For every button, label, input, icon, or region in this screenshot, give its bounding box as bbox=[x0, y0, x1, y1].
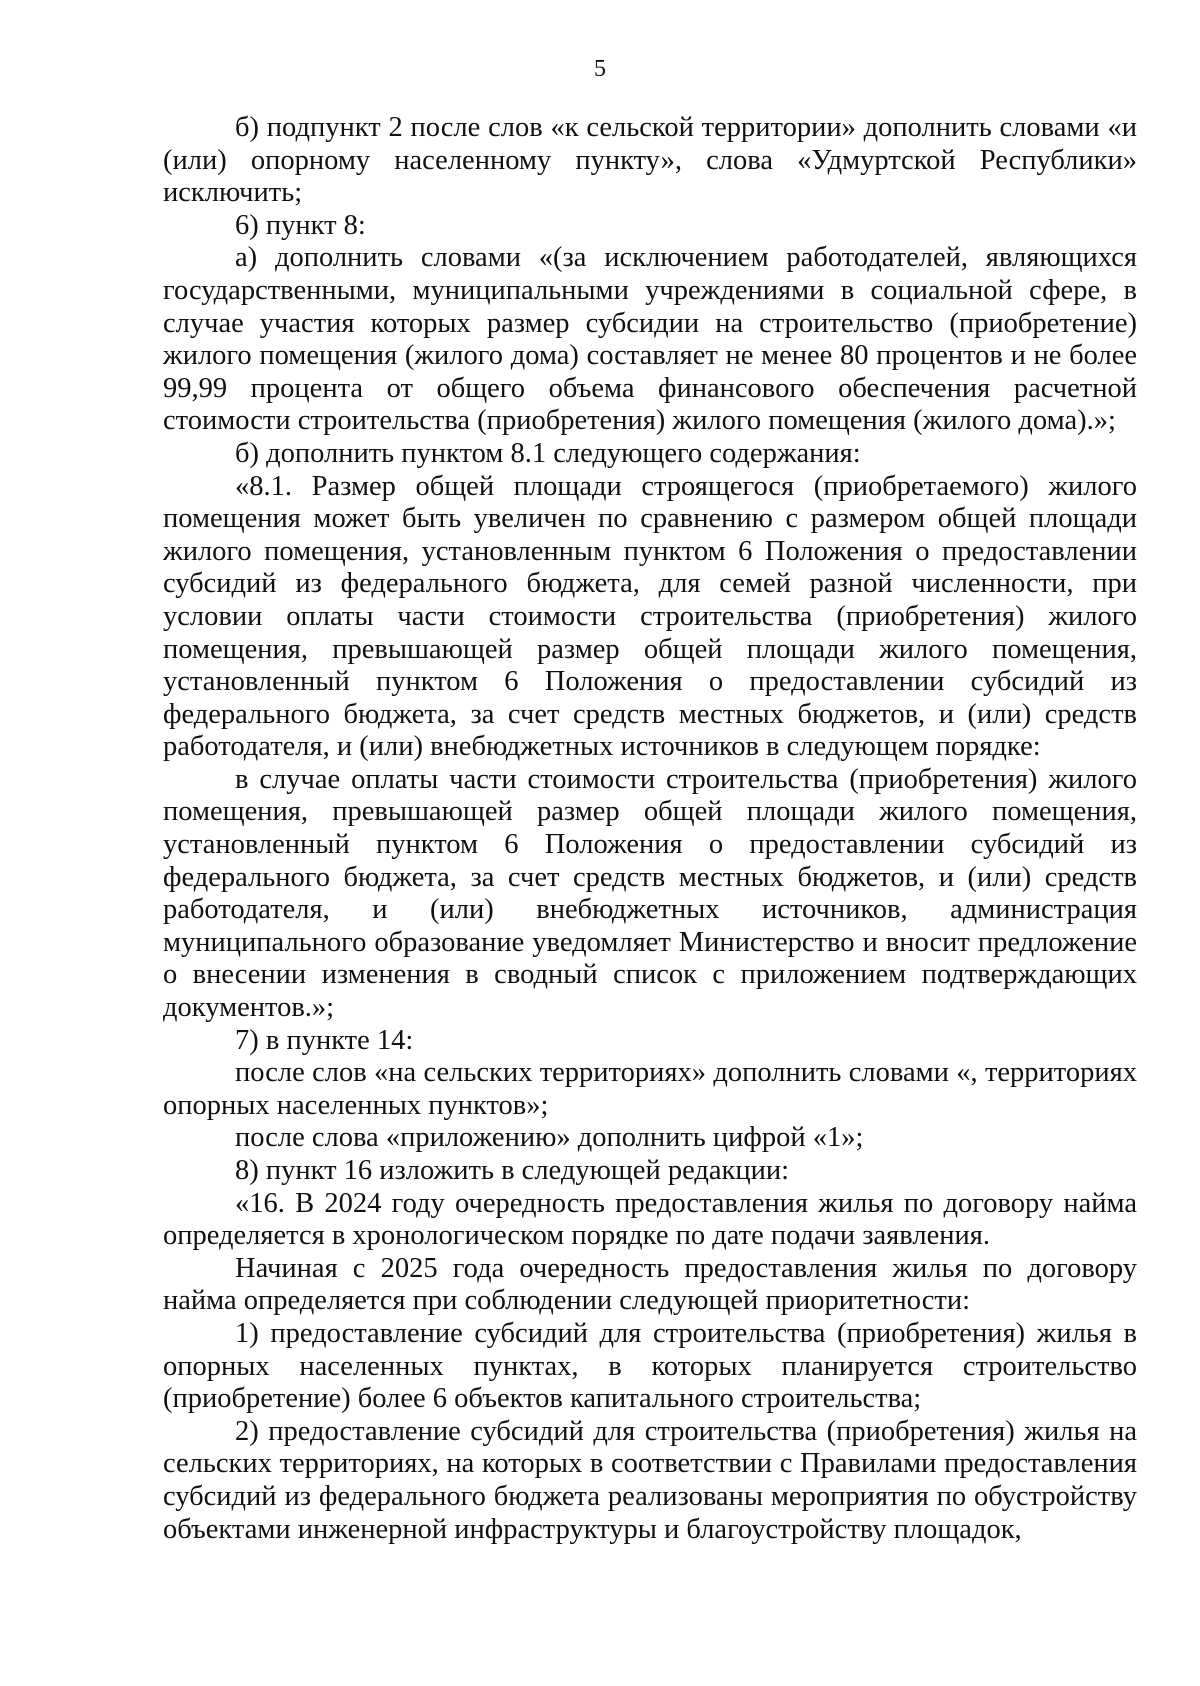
paragraph: после слова «приложению» дополнить цифрой «1»; bbox=[235, 1122, 864, 1154]
paragraph: «16. В 2024 году очередность предоставления жилья по договору найма определяется в хронологическом порядке по дате подачи заявления. bbox=[163, 1187, 1137, 1252]
paragraph: 7) в пункте 14: bbox=[235, 1024, 414, 1056]
paragraph: Начиная с 2025 года очередность предоставления жилья по договору найма определяется при соблюдении следующей приоритетности: bbox=[163, 1252, 1137, 1317]
paragraph: а) дополнить словами «(за исключением работодателей, являющихся государственными, муниципальными учреждениями в социальной сфере, в случае участия которых размер субсидии на строительство (приобретение) жилого помещения (жилого дома) составляет не менее 80 процентов и не более 99,99 процента от общего объема финансового обеспечения расчетной стоимости строительства (приобретения) жилого помещения (жилого дома).»; bbox=[163, 242, 1137, 437]
paragraph: 2) предоставление субсидий для строительства (приобретения) жилья на сельских территориях, на которых в соответствии с Правилами предоставления субсидий из федерального бюджета реализованы мероприятия по обустройству объектами инженерной инфраструктуры и благоустройству площадок, bbox=[163, 1415, 1137, 1545]
paragraph: б) дополнить пунктом 8.1 следующего содержания: bbox=[235, 437, 861, 469]
paragraph: «8.1. Размер общей площади строящегося (приобретаемого) жилого помещения может быть увеличен по сравнению с размером общей площади жилого помещения, установленным пунктом 6 Положения о предоставлении субсидий из федерального бюджета, для семей разной численности, при условии оплаты части стоимости строительства (приобретения) жилого помещения, превышающей размер общей площади жилого помещения, установленный пунктом 6 Положения о предоставлении субсидий из федерального бюджета, за счет средств местных бюджетов, и (или) средств работодателя, и (или) внебюджетных источников в следующем порядке: bbox=[163, 470, 1137, 763]
document-body bbox=[163, 112, 1137, 1546]
paragraph: после слов «на сельских территориях» дополнить словами «, территориях опорных населенных пунктов»; bbox=[163, 1057, 1137, 1121]
paragraph: в случае оплаты части стоимости строительства (приобретения) жилого помещения, превышающей размер общей площади жилого помещения, установленный пунктом 6 Положения о предоставлении субсидий из федерального бюджета, за счет средств местных бюджетов, и (или) средств работодателя, и (или) внебюджетных источников, администрация муниципального образование уведомляет Министерство и вносит предложение о внесении изменения в сводный список с приложением подтверждающих документов.»; bbox=[163, 763, 1137, 1024]
paragraph: 1) предоставление субсидий для строительства (приобретения) жилья в опорных населенных пунктах, в которых планируется строительство (приобретение) более 6 объектов капитального строительства; bbox=[163, 1317, 1137, 1415]
paragraph: 6) пункт 8: bbox=[235, 209, 366, 241]
paragraph: 8) пункт 16 изложить в следующей редакции: bbox=[235, 1155, 790, 1186]
page-number: 5 bbox=[594, 56, 606, 82]
paragraph: б) подпункт 2 после слов «к сельской территории» дополнить словами «и (или) опорному населенному пункту», слова «Удмуртской Республики» исключить; bbox=[163, 112, 1137, 209]
